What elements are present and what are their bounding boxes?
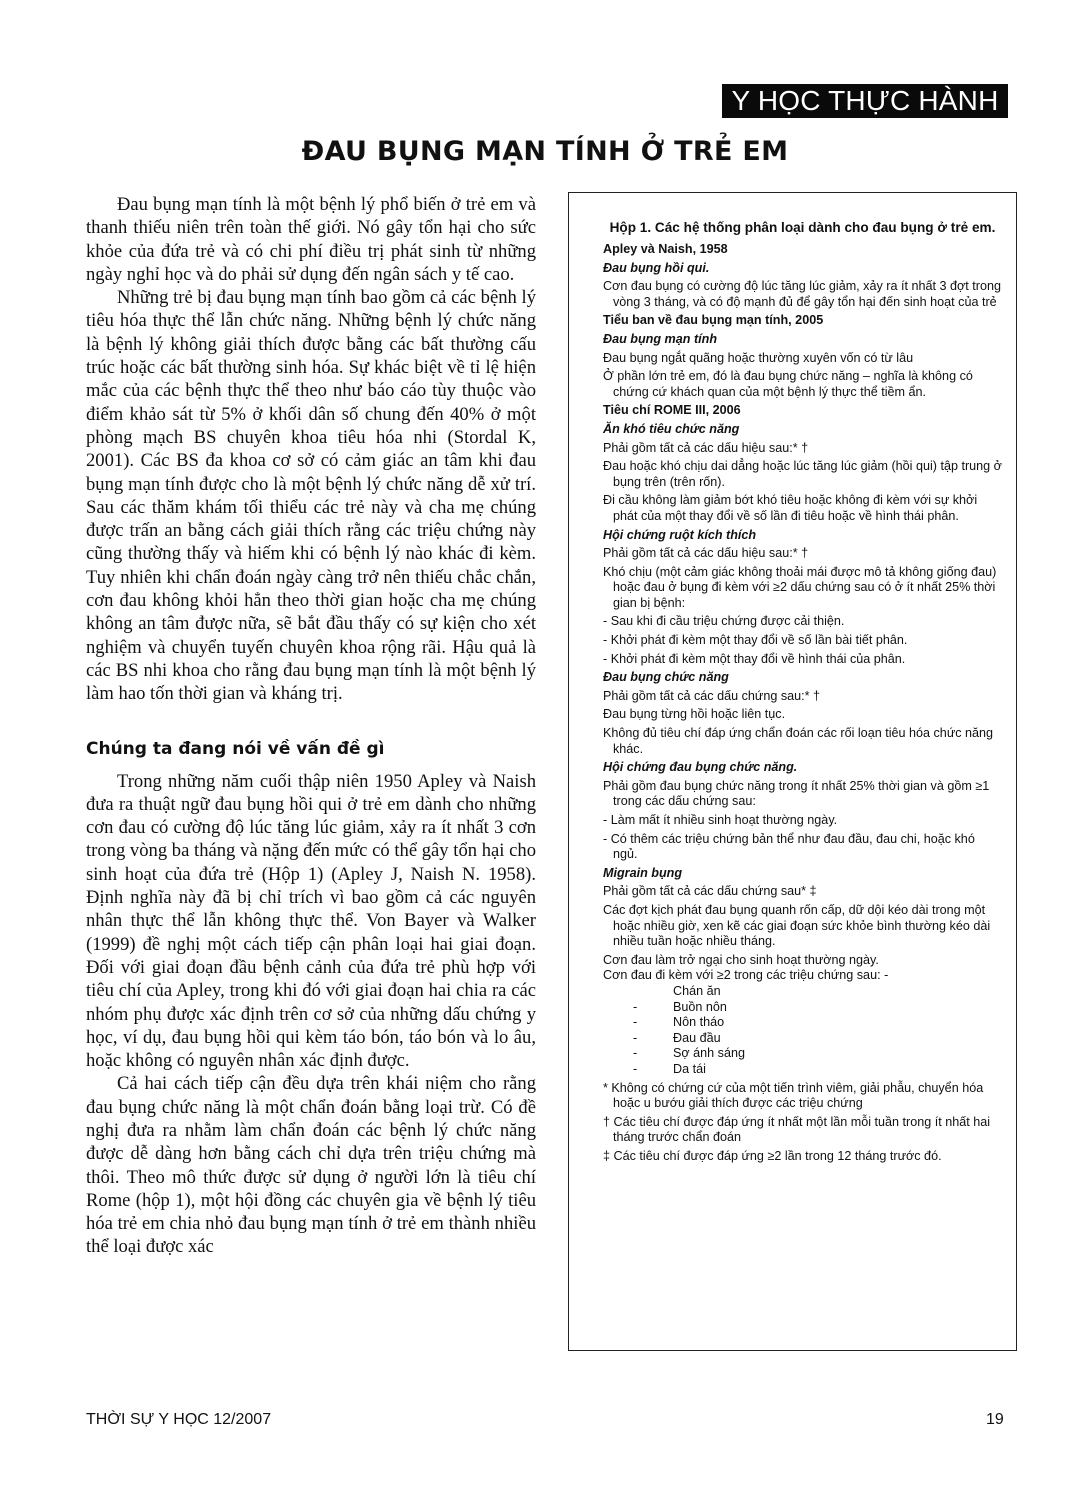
- symptom-item: [603, 1031, 1002, 1047]
- box-item: Cơn đau bụng có cường độ lúc tăng lúc giảm, xảy ra ít nhất 3 đợt trong vòng 3 tháng, và có độ mạnh đủ để gây tổn hại đến sinh hoạt của trẻ: [603, 279, 1001, 309]
- box-subtitle: Hội chứng đau bụng chức năng.: [603, 760, 798, 775]
- paragraph: Những trẻ bị đau bụng mạn tính bao gồm cả các bệnh lý tiêu hóa thực thể lẫn chức năng. Những bệnh lý chức năng là bệnh lý không giải thích được bằng các bất thường cấu trúc hoặc các bất thường sinh hóa. Sự khác biệt về tỉ lệ hiện mắc của các bệnh thực thể theo như báo cáo tùy thuộc vào điểm khảo sát từ 5% ở khối dân số chung đến 40% ở một phòng mạch BS chuyên khoa tiêu hóa nhi (Stordal K, 2001). Các BS đa khoa cơ sở có cảm giác an tâm khi đau bụng mạn tính được cho là một bệnh lý chức năng dễ xử trí. Sau các thăm khám tối thiểu các trẻ này và cha mẹ chúng được trấn an bằng cách giải thích rằng các triệu chứng này cũng thường thấy và hiếm khi có bệnh lý nào khác đi kèm. Tuy nhiên khi chẩn đoán ngày càng trở nên thiếu chắc chắn, cơn đau không khỏi hẳn theo thời gian hoặc cha mẹ chúng không an tâm được nữa, sẽ bắt đầu thấy có sự kiện cho xét nghiệm và chuyển tuyến chuyên khoa rộng rãi. Hậu quả là các BS nhi khoa cho rằng đau bụng mạn tính là một bệnh lý làm hao tốn thời gian và kháng trị.: [86, 287, 536, 705]
- box-title: Hộp 1. Các hệ thống phân loại dành cho đau bụng ở trẻ em.: [609, 220, 996, 235]
- box-source: Tiêu chí ROME III, 2006: [603, 403, 741, 418]
- symptom-item: [603, 1000, 1002, 1016]
- main-text-column: [86, 193, 536, 1259]
- box-1-classification: [568, 192, 1017, 1351]
- box-lead: Phải gồm tất cả các dấu hiệu sau:* †: [603, 546, 809, 561]
- box-lead: Phải gồm tất cả các dấu chứng sau* ‡: [603, 884, 817, 899]
- symptom-item: [603, 1046, 1002, 1062]
- box-item: Ở phần lớn trẻ em, đó là đau bụng chức năng – nghĩa là không có chứng cứ khách quan của một bệnh lý thực thể tiềm ẩn.: [603, 369, 973, 399]
- article-title: ĐAU BỤNG MẠN TÍNH Ở TRẺ EM: [301, 136, 789, 167]
- section-heading: Chúng ta đang nói về vấn đề gì: [86, 738, 385, 759]
- box-lead: Phải gồm đau bụng chức năng trong ít nhất 25% thời gian và gồm ≥1 trong các dấu chứng sau:: [603, 778, 990, 809]
- box-subtitle: Migrain bụng: [603, 865, 683, 880]
- dash: -: [633, 999, 638, 1014]
- footnote: † Các tiêu chí được đáp ứng ít nhất một lần mỗi tuần trong ít nhất hai tháng trước chẩn đoán: [603, 1114, 991, 1145]
- symptom-label: Nôn tháo: [673, 1015, 725, 1030]
- dash: -: [633, 1030, 638, 1045]
- box-subtitle: Đau bụng hồi qui.: [603, 260, 710, 275]
- symptom-label: Da tái: [673, 1061, 706, 1076]
- footnote: * Không có chứng cứ của một tiến trình viêm, giải phẫu, chuyển hóa hoặc u bướu giải thích được các triệu chứng: [603, 1080, 984, 1111]
- symptom-item: [603, 1015, 1002, 1031]
- paragraph: Đau bụng mạn tính là một bệnh lý phổ biến ở trẻ em và thanh thiếu niên trên toàn thế giới. Nó gây tổn hại cho sức khỏe của đứa trẻ và có chi phí điều trị phát sinh từ những ngày nghỉ học và do phải sử dụng đến ngân sách y tế cao.: [86, 194, 536, 285]
- symptom-label: Đau đầu: [673, 1030, 721, 1045]
- box-item: Đau bụng từng hồi hoặc liên tục.: [603, 707, 786, 722]
- dash: -: [633, 1061, 638, 1076]
- box-item: - Khởi phát đi kèm một thay đổi về số lần bài tiết phân.: [603, 633, 908, 648]
- box-item: - Khởi phát đi kèm một thay đổi về hình thái của phân.: [603, 651, 906, 666]
- dash: -: [633, 1015, 638, 1030]
- symptom-label: Buồn nôn: [673, 999, 727, 1014]
- box-item: - Làm mất ít nhiều sinh hoạt thường ngày.: [603, 813, 838, 827]
- page-number: 19: [986, 1411, 1004, 1428]
- section-banner: Y HỌC THỰC HÀNH: [722, 84, 1008, 118]
- box-source: Tiểu ban về đau bụng mạn tính, 2005: [603, 313, 824, 328]
- symptom-item: [603, 1062, 1002, 1078]
- box-item: Đau bụng ngắt quãng hoặc thường xuyên vốn có từ lâu: [603, 350, 914, 365]
- box-item: Cơn đau làm trở ngại cho sinh hoạt thường ngày.: [603, 952, 879, 967]
- box-subtitle: Hội chứng ruột kích thích: [603, 527, 757, 542]
- box-item: Các đợt kịch phát đau bụng quanh rốn cấp, dữ dội kéo dài trong một hoặc nhiều giờ, xen kẽ các giai đoạn sức khỏe bình thường kéo dài nhiều tuần hoặc nhiều tháng.: [603, 902, 991, 949]
- box-item: Không đủ tiêu chí đáp ứng chẩn đoán các rối loạn tiêu hóa chức năng khác.: [603, 726, 994, 756]
- box-lead: Phải gồm tất cả các dấu chứng sau:* †: [603, 688, 821, 703]
- symptom-label: Chán ăn: [673, 983, 721, 998]
- box-item: Cơn đau đi kèm với ≥2 trong các triệu chứng sau: -: [603, 968, 889, 983]
- box-subtitle: Đau bụng mạn tính: [603, 331, 718, 346]
- box-lead: Phải gồm tất cả các dấu hiệu sau:* †: [603, 440, 809, 455]
- box-item: Đi cầu không làm giảm bớt khó tiêu hoặc không đi kèm với sự khởi phát của một thay đổi về số lần đi tiêu hoặc về hình thái phân.: [603, 493, 978, 523]
- symptom-item: [603, 984, 1002, 1000]
- box-item: - Có thêm các triệu chứng bản thể như đau đầu, đau chi, hoặc khó ngủ.: [603, 831, 975, 862]
- paragraph: Cả hai cách tiếp cận đều dựa trên khái niệm cho rằng đau bụng chức năng là một chẩn đoán bằng loại trừ. Có đề nghị đưa ra nhằm làm chẩn đoán các bệnh lý chức năng được dễ dàng hơn bằng cách chỉ dựa trên triệu chứng mà thôi. Theo mô thức được sử dụng ở người lớn là tiêu chí Rome (hộp 1), một hội đồng các chuyên gia về bệnh lý tiêu hóa trẻ em chia nhỏ đau bụng mạn tính ở trẻ em thành nhiều thể loại được xác: [86, 1073, 536, 1258]
- symptom-label: Sợ ánh sáng: [673, 1046, 745, 1061]
- journal-footer: THỜI SỰ Y HỌC 12/2007: [86, 1411, 272, 1428]
- dash: -: [633, 1046, 638, 1061]
- box-item: Đau hoặc khó chịu dai dẳng hoặc lúc tăng lúc giảm (hồi qui) tập trung ở bụng trên (trên rốn).: [603, 459, 1002, 489]
- box-item: Khó chịu (một cảm giác không thoải mái được mô tả không giống đau) hoặc đau ở bụng đi kèm với ≥2 dấu chứng sau có ở ít nhất 25% thời gian bị bệnh:: [603, 564, 997, 610]
- box-subtitle: Đau bụng chức năng: [603, 670, 729, 685]
- box-subtitle: Ăn khó tiêu chức năng: [603, 421, 740, 436]
- footnote: ‡ Các tiêu chí được đáp ứng ≥2 lần trong 12 tháng trước đó.: [603, 1148, 942, 1163]
- paragraph: Trong những năm cuối thập niên 1950 Apley và Naish đưa ra thuật ngữ đau bụng hồi qui ở trẻ em dành cho những cơn đau có cường độ lúc tăng lúc giảm, xảy ra ít nhất 3 cơn trong vòng ba tháng và nặng đến mức có thể gây tổn hại cho sinh hoạt của đứa trẻ (Hộp 1) (Apley J, Naish N. 1958). Định nghĩa này đã bị chỉ trích vì bao gồm cả các nguyên nhân thực thể lẫn không thực thể. Von Bayer và Walker (1999) đề nghị một cách tiếp cận phân loại hai giai đoạn. Đối với giai đoạn đầu bệnh cảnh của đứa trẻ phù hợp với tiêu chí của Apley, trong khi đó với giai đoạn hai chia ra các nhóm phụ được xác định trên cơ sở của những dấu chứng y học, ví dụ, đau bụng hồi qui kèm táo bón, táo bón và lo âu, hoặc không có nguyên nhân xác định được.: [86, 770, 536, 1072]
- box-item: - Sau khi đi cầu triệu chứng được cải thiện.: [603, 614, 845, 629]
- box-source: Apley và Naish, 1958: [603, 242, 728, 256]
